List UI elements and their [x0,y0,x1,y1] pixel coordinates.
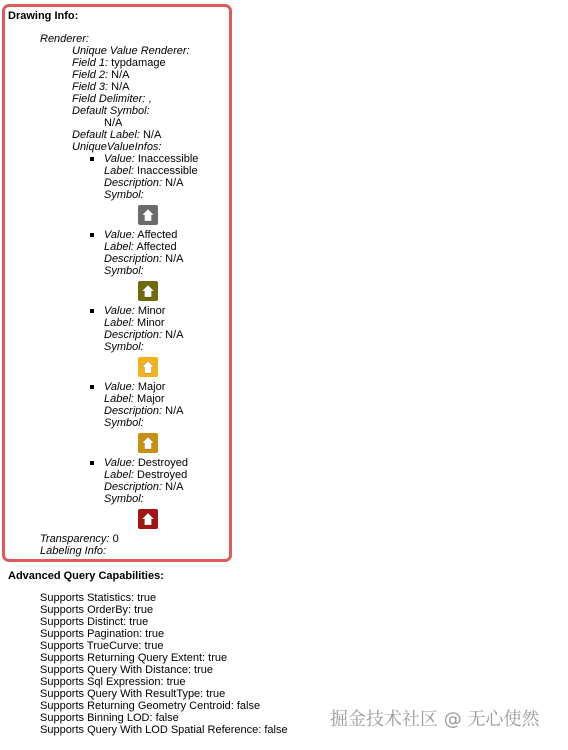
default-symbol-value: N/A [104,117,123,129]
description-text: N/A [165,329,184,341]
unique-value-lines [104,457,188,505]
label-label: Label: [104,241,134,253]
default-symbol-label: Default Symbol: [72,105,150,117]
description-label: Description: [104,329,163,341]
capability-item: Supports Query With Distance: true [40,664,214,676]
value-label: Value: [104,229,135,241]
description-label: Description: [104,177,163,189]
default-label-label: Default Label: [72,129,140,141]
bullet-icon [90,233,94,237]
description-label: Description: [104,253,163,265]
description-label: Description: [104,481,163,493]
field2-value: N/A [111,69,130,81]
field-delimiter-label: Field Delimiter: [72,93,146,105]
value-text: Major [137,381,166,393]
field1-row [72,57,190,69]
drawing-info-title: Drawing Info: [8,10,79,22]
unique-value-lines [104,305,183,353]
capability-item: Supports Pagination: true [40,628,165,640]
symbol-label: Symbol: [104,493,144,505]
field3-value: N/A [111,81,130,93]
capability-item: Supports Sql Expression: true [40,676,186,688]
label-text: Destroyed [137,469,188,481]
description-label: Description: [104,405,163,417]
house-icon [138,433,158,453]
field-delimiter-value: , [148,93,152,105]
label-text: Inaccessible [137,165,198,177]
capability-item: Supports Query With LOD Spatial Reference: false [40,724,288,736]
symbol-label: Symbol: [104,341,144,353]
description-text: N/A [165,481,184,493]
capability-item: Supports Returning Geometry Centroid: false [40,700,261,712]
field2-row [72,69,190,81]
house-icon [138,205,158,225]
house-icon [138,509,158,529]
value-text: Minor [137,305,166,317]
symbol-label: Symbol: [104,189,144,201]
capability-item: Supports TrueCurve: true [40,640,164,652]
capability-item: Supports Distinct: true [40,616,149,628]
house-icon [138,281,158,301]
description-text: N/A [165,177,184,189]
advanced-query-list [40,592,288,736]
label-text: Affected [136,241,177,253]
label-text: Major [137,393,165,405]
transparency-row [40,533,119,545]
transparency-value: 0 [112,533,119,545]
description-text: N/A [165,405,184,417]
renderer-label: Renderer: [40,33,89,45]
watermark: 掘金技术社区 @ 无心使然 [330,709,540,730]
capability-item: Supports Binning LOD: false [40,712,179,724]
transparency-block [40,533,119,557]
unique-value-lines [104,229,183,277]
house-icon [138,357,158,377]
value-label: Value: [104,381,135,393]
default-label-row [72,129,190,141]
value-label: Value: [104,153,135,165]
unique-value-lines [104,381,183,429]
symbol-label: Symbol: [104,417,144,429]
labeling-info-label: Labeling Info: [40,545,107,557]
field2-label: Field 2: [72,69,109,81]
transparency-label: Transparency: [40,533,110,545]
description-text: N/A [165,253,184,265]
value-text: Inaccessible [137,153,199,165]
capability-item: Supports OrderBy: true [40,604,154,616]
bullet-icon [90,385,94,389]
label-text: Minor [137,317,165,329]
symbol-label: Symbol: [104,265,144,277]
unique-value-infos-label: UniqueValueInfos: [72,141,162,153]
field1-label: Field 1: [72,57,109,69]
label-label: Label: [104,317,134,329]
field3-label: Field 3: [72,81,109,93]
field3-row [72,81,190,93]
value-text: Affected [137,229,178,241]
capability-item: Supports Returning Query Extent: true [40,652,228,664]
unique-value-lines [104,153,198,201]
bullet-icon [90,309,94,313]
renderer-details [72,45,190,153]
field-delimiter-row [72,93,190,105]
field1-value: typdamage [111,57,166,69]
label-label: Label: [104,165,134,177]
label-label: Label: [104,393,134,405]
renderer-type: Unique Value Renderer: [72,45,190,57]
value-label: Value: [104,305,135,317]
advanced-query-title: Advanced Query Capabilities: [8,570,164,582]
bullet-icon [90,461,94,465]
renderer-block [40,33,89,45]
default-label-value: N/A [142,129,162,141]
capability-item: Supports Query With ResultType: true [40,688,226,700]
value-text: Destroyed [137,457,188,469]
bullet-icon [90,157,94,161]
value-label: Value: [104,457,135,469]
label-label: Label: [104,469,134,481]
capability-item: Supports Statistics: true [40,592,157,604]
